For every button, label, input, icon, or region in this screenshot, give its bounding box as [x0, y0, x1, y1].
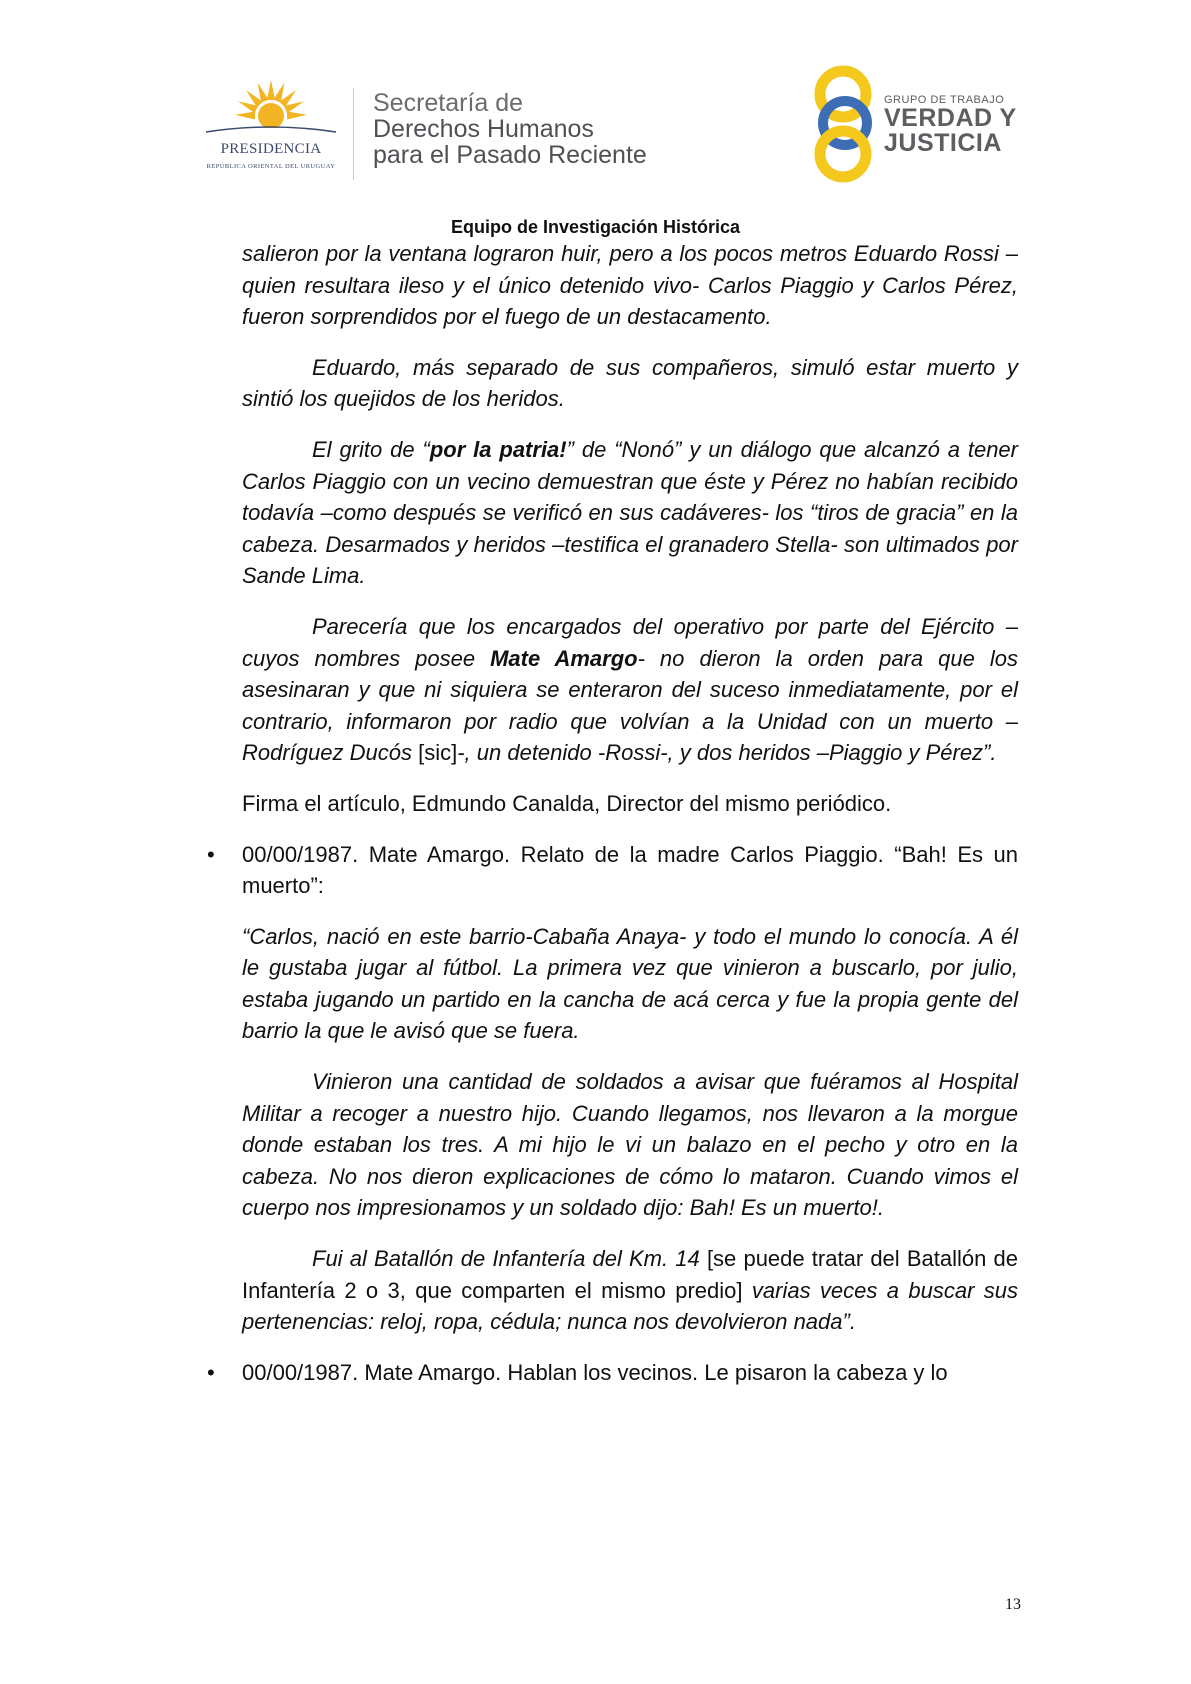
quote-paragraph-2: Vinieron una cantidad de soldados a avisar que fuéramos al Hospital Militar a recoger a nuestro hijo. Cuando llegamos, nos llevaron a la morgue donde estaban los tres. A mi hijo le vi un balazo en el pecho y otro en la cabeza. No nos dieron explicaciones de cómo lo mataron. Cuando vimos el cuerpo nos impresionamos y un soldado dijo: Bah! Es un muerto!. — [242, 1069, 1018, 1221]
bullet-item-2-text: 00/00/1987. Mate Amargo. Hablan los vecinos. Le pisaron la cabeza y lo — [242, 1359, 948, 1385]
paragraph-3-part-a: El grito de “ — [312, 436, 430, 462]
presidencia-subtitle: REPÚBLICA ORIENTAL DEL URUGUAY — [206, 163, 336, 170]
paragraph-4-part-a: Parecería que los encargados del operativo por parte del Ejército –cuyos nombres posee — [242, 613, 1018, 671]
quote-paragraph-1: “Carlos, nació en este barrio-Cabaña Anaya- y todo el mundo lo conocía. A él le gustaba jugar al fútbol. La primera vez que vinieron a buscarlo, por julio, estaba jugando un partido en la cancha de acá cerca y fue la propia gente del barrio la que le avisó que se fuera. — [242, 923, 1018, 1044]
bullet-icon: • — [207, 1359, 215, 1385]
document-body — [207, 238, 1019, 1407]
paragraph-4 — [242, 611, 1018, 769]
secretaria-logo-text — [373, 90, 647, 168]
gtvj-line-1: GRUPO DE TRABAJO — [884, 94, 1005, 106]
bullet-item-1-text: 00/00/1987. Mate Amargo. Relato de la madre Carlos Piaggio. “Bah! Es un muerto”: — [242, 841, 1018, 899]
bullet-item-2 — [207, 1357, 1018, 1389]
secretaria-line-2: Derechos Humanos — [373, 115, 594, 143]
bold-phrase-por-la-patria: por la patria! — [429, 436, 567, 462]
editorial-note: [se puede tratar del Batallón de Infantería 2 o 3, que comparten el mismo predio] — [242, 1246, 1019, 1303]
secretaria-line-1: Secretaría de — [373, 89, 524, 117]
paragraph-3 — [242, 434, 1018, 592]
verdad-justicia-logo-text — [884, 94, 1017, 156]
paragraph-2: Eduardo, más separado de sus compañeros, simuló estar muerto y sintió los quejidos de los heridos. — [242, 354, 1018, 412]
sic-note: [sic] — [418, 740, 458, 766]
verdad-justicia-rings-icon — [805, 62, 885, 184]
paragraph-4-part-e: -, un detenido -Rossi-, y dos heridos –Piaggio y Pérez”. — [457, 740, 997, 766]
paragraph-4-part-c: - no dieron la orden para que los asesinaran y que ni siquiera se enteraron del suceso inmediatamente, por el contrario, informaron por radio que volvían a la Unidad con un muerto –Rodríguez Ducós — [242, 645, 1019, 766]
quote-3-part-c: varias veces a buscar sus pertenencias: reloj, ropa, cédula; nunca nos devolvieron nada”. — [242, 1277, 1018, 1335]
bullet-item-1 — [207, 839, 1018, 902]
team-title: Equipo de Investigación Histórica — [450, 217, 741, 237]
gtvj-line-3: JUSTICIA — [884, 129, 1002, 157]
presidencia-name: PRESIDENCIA — [220, 141, 322, 157]
paragraph-1: salieron por la ventana lograron huir, pero a los pocos metros Eduardo Rossi –quien resultara ileso y el único detenido vivo- Carlos Piaggio y Carlos Pérez, fueron sorprendidos por el fuego de un destacamento. — [242, 241, 1018, 330]
bullet-icon: • — [207, 841, 215, 867]
paragraph-signature: Firma el artículo, Edmundo Canalda, Director del mismo periódico. — [242, 790, 892, 816]
paragraph-3-part-c: ” de “Nonó” y un diálogo que alcanzó a tener Carlos Piaggio con un vecino demuestran que éste y Pérez no habían recibido todavía –como después se verificó en sus cadáveres- los “tiros de gracia” en la cabeza. Desarmados y heridos –testifica el granadero Stella- son ultimados por Sande Lima. — [242, 436, 1018, 589]
header-divider — [353, 88, 354, 180]
bold-mate-amargo: Mate Amargo — [490, 645, 638, 671]
sun-emblem-icon — [196, 78, 346, 142]
presidencia-logo — [196, 78, 346, 178]
quote-paragraph-3 — [242, 1243, 1018, 1338]
page-number: 13 — [1005, 1596, 1021, 1613]
quote-3-part-a: Fui al Batallón de Infantería del Km. 14 — [312, 1246, 707, 1272]
secretaria-line-3: para el Pasado Reciente — [373, 141, 647, 169]
gtvj-line-2: VERDAD Y — [884, 104, 1017, 132]
